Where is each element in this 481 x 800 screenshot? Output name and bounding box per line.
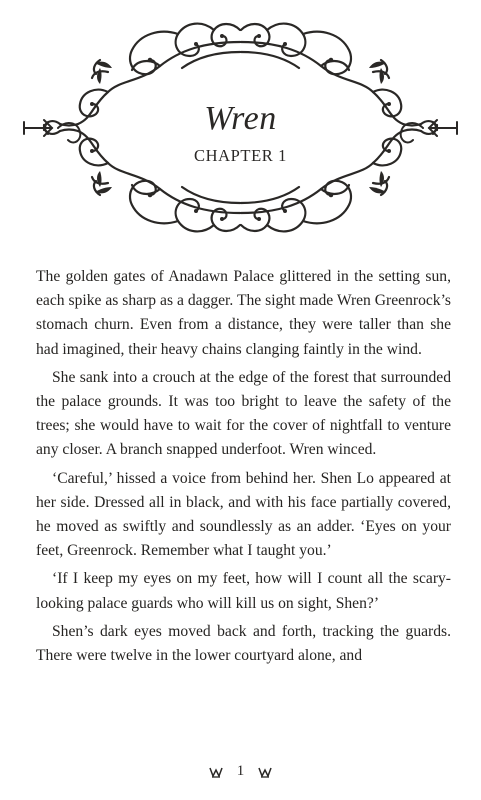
- crown-ornament-icon: [258, 766, 272, 778]
- paragraph-3: ‘Careful,’ hissed a voice from behind her. Shen Lo appeared at her side. Dressed all in black, and with his face partially covered, he moved as swiftly and soundlessly as an adder. ‘Eyes on your feet, Greenrock. Remember what I taught you.’: [36, 469, 451, 560]
- paragraph-4: ‘If I keep my eyes on my feet, how will I count all the scary-looking palace guards who will kill us on sight, Shen?’: [36, 570, 451, 612]
- chapter-number: CHAPTER 1: [194, 146, 287, 165]
- crown-ornament-icon: [209, 766, 223, 778]
- paragraph-2: She sank into a crouch at the edge of the forest that surrounded the palace grounds. It was too bright to leave the safety of the trees; she would have to wait for the cover of nightfall to venture any closer. A branch snapped underfoot. Wren winced.: [36, 368, 451, 459]
- page-number: 1: [236, 763, 245, 780]
- page-footer: [0, 763, 481, 780]
- paragraph-1: The golden gates of Anadawn Palace glittered in the setting sun, each spike as sharp as a dagger. The sight made Wren Greenrock’s stomach churn. Even from a distance, they were taller than she had imagined, their heavy chains clanging faintly in the wind.: [36, 268, 451, 358]
- paragraph-5: Shen’s dark eyes moved back and forth, tracking the guards. There were twelve in the lower courtyard alone, and: [36, 622, 451, 665]
- chapter-body: [36, 265, 451, 672]
- chapter-title: Wren: [204, 100, 277, 137]
